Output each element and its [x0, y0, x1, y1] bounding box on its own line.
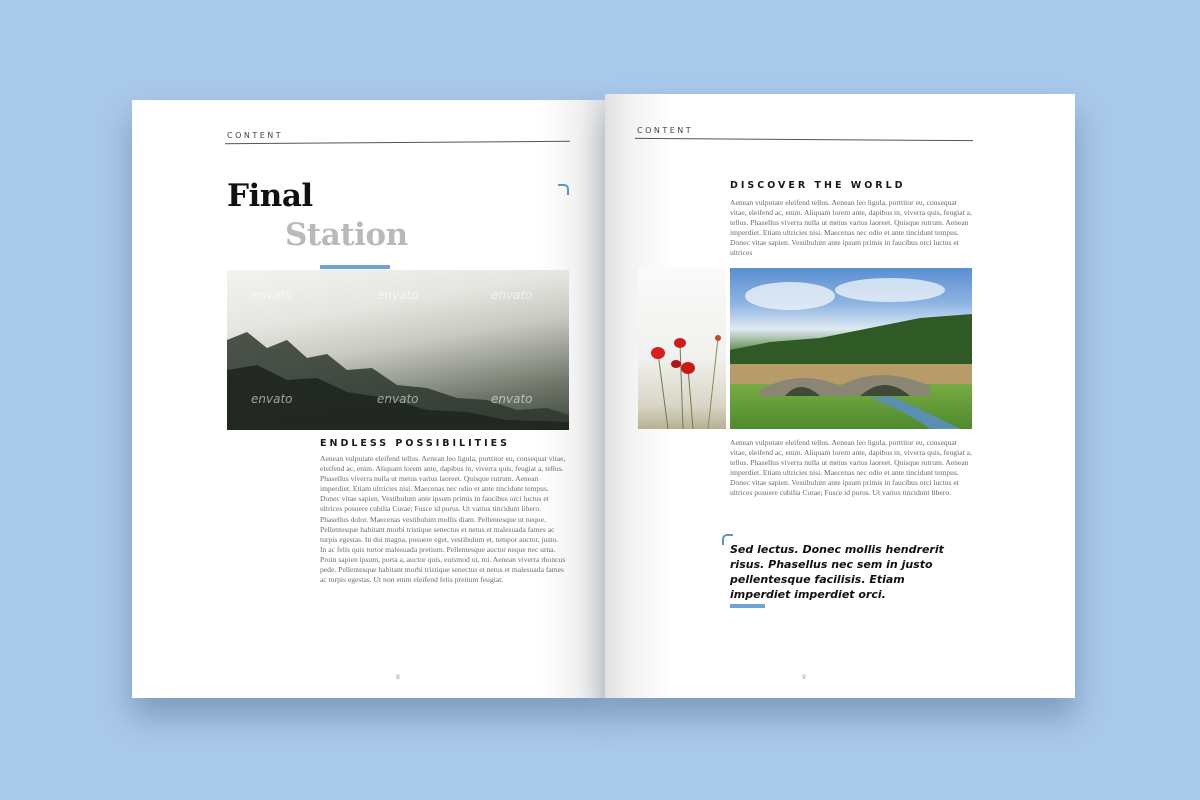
page-number-left: 8: [396, 674, 400, 681]
watermark-text: envato: [491, 288, 533, 302]
page-number-right: 9: [802, 674, 806, 681]
section-heading-endless: ENDLESS POSSIBILITIES: [320, 438, 510, 449]
title-final: Final: [227, 178, 313, 214]
quote-accent-bar: [730, 604, 765, 608]
right-body-text-bottom: Aenean vulputate eleifend tellus. Aenean leo ligula, porttitor eu, consequat vitae, eleifend ac, enim. Aliquam lorem ante, dapibus in, viverra quis, feugiat a, tellus. Phasellus viverra nulla ut metus varius laoreet. Quisque rutrum. Aenean imperdiet. Etiam ultricies nisi. Maecenas nec odio et ante tincidunt tempus. Donec vitae sapien. Vestibulum ante ipsum primis in faucibus orci luctus et ultrices posuere cubilia Curae; Fusce id purus. Ut varius tincidunt libero.: [730, 438, 972, 498]
left-page: [132, 100, 605, 698]
right-body-text-top: Aenean vulputate eleifend tellus. Aenean leo ligula, porttitor eu, consequat vitae, eleifend ac, enim. Aliquam lorem ante, dapibus in, viverra quis, feugiat a, tellus. Phasellus viverra nulla ut metus varius laoreet. Quisque rutrum. Aenean imperdiet. Etiam ultricies nisi. Maecenas nec odio et ante tincidunt tempus. Donec vitae sapien. Vestibulum ante ipsum primis in faucibus orci luctus et ultrices: [730, 198, 972, 258]
poppy-photo: [638, 268, 726, 429]
right-page: [605, 94, 1075, 698]
watermark-text: envato: [251, 288, 293, 302]
forest-photo: [227, 270, 569, 430]
watermark-text: envato: [377, 392, 419, 406]
right-header-label: CONTENT: [637, 126, 694, 135]
watermark-text: envato: [251, 392, 293, 406]
right-header-rule: [635, 138, 973, 141]
watermark-text: envato: [377, 288, 419, 302]
section-heading-discover: DISCOVER THE WORLD: [730, 180, 906, 191]
title-station: Station: [285, 217, 408, 253]
pull-quote: Sed lectus. Donec mollis hendrerit risus. Phasellus nec sem in justo pellentesque facilisis. Etiam imperdiet imperdiet orci.: [730, 543, 944, 601]
watermark-text: envato: [491, 392, 533, 406]
left-body-text: Aenean vulputate eleifend tellus. Aenean leo ligula, porttitor eu, consequat vitae, eleifend ac, enim. Aliquam lorem ante, dapibus in, viverra quis, feugiat a, tellus. Phasellus viverra nulla ut metus varius laoreet. Quisque rutrum. Aenean imperdiet. Etiam ultricies nisi. Maecenas nec odio et ante tincidunt tempus. Donec vitae sapien. Vestibulum ante ipsum primis in faucibus orci luctus et ultrices posuere cubilia Curae; Fusce id purus. Ut varius tincidunt libero. Phasellus dolor. Maecenas vestibulum mollis diam. Pellentesque ut neque. Pellentesque habitant morbi tristique senectus et netus et malesuada fames ac turpis egestas. In dui magna, posuere eget, vestibulum et, tempor auctor, justo. In ac felis quis tortor malesuada pretium. Pellentesque auctor neque nec urna. Proin sapien ipsum, porta a, auctor quis, euismod ut, mi. Aenean viverra rhoncus pede. Pellentesque habitant morbi tristique senectus et netus et malesuada fames ac turpis egestas. Ut non enim eleifend felis pretium feugiat.: [320, 454, 566, 585]
title-accent-bar: [320, 265, 390, 269]
corner-accent: [558, 184, 569, 195]
poppy-flowers: [638, 268, 726, 429]
bridge-photo: [730, 268, 972, 429]
left-header-rule: [225, 141, 570, 144]
left-header-label: CONTENT: [227, 131, 284, 140]
bridge-landscape: [730, 268, 972, 429]
